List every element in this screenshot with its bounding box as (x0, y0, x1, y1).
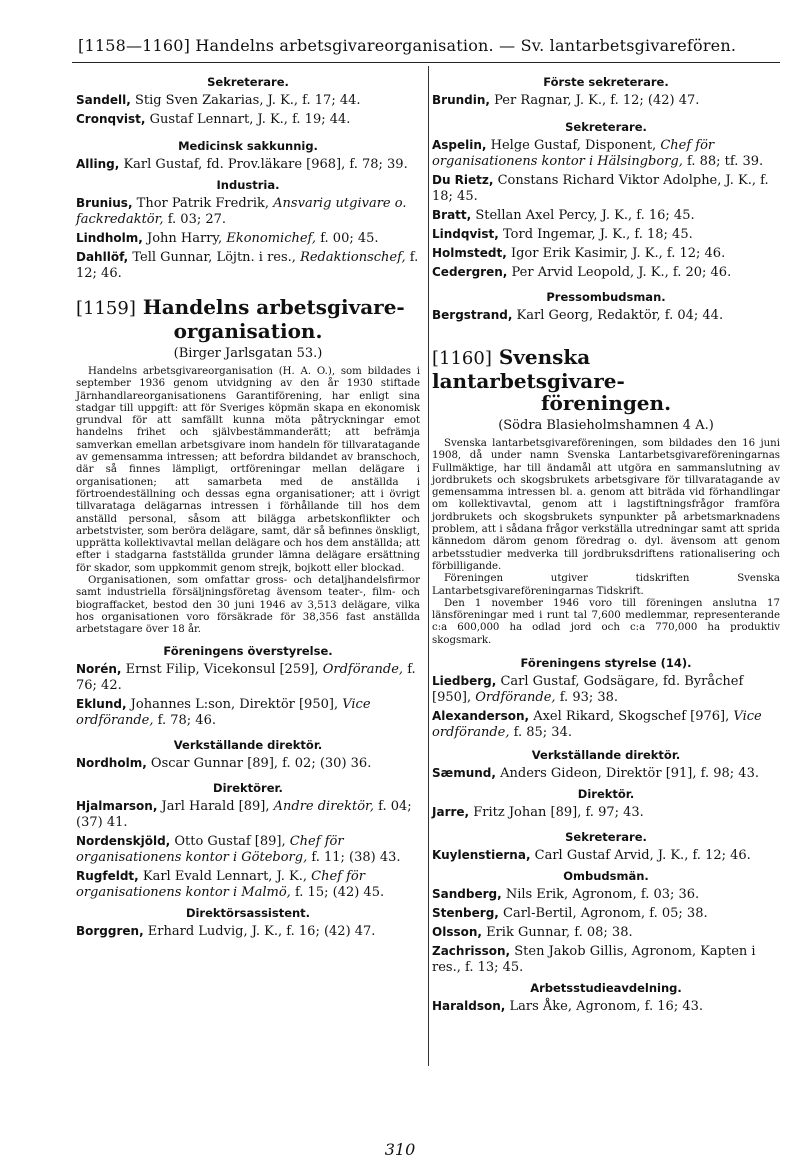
person-name: Eklund, (76, 696, 127, 711)
person-details: Sten Jakob Gillis, Agronom, Kapten i res., f. 13; 45. (432, 944, 756, 976)
person-details: Fritz Johan [89], f. 97; 43. (473, 805, 644, 821)
person-details: Per Arvid Leopold, J. K., f. 20; 46. (511, 265, 732, 280)
person-dates: f. 00; 45. (320, 231, 379, 246)
section-heading: Sekreterare. (565, 120, 647, 134)
person-name: Sæmund, (432, 766, 496, 781)
person-dates: f. 88; tf. 39. (687, 154, 764, 169)
person-details: Karl Evald Lennart, J. K., (142, 868, 308, 884)
organisation-title (432, 346, 780, 392)
person-entry (432, 92, 780, 109)
person-role: Ekonomichef, (226, 231, 317, 246)
person-dates: f. 11; (38) 43. (311, 849, 401, 865)
column-divider (428, 66, 429, 1066)
person-name: Zachrisson, (432, 944, 511, 959)
section-heading: Föreningens överstyrelse. (163, 643, 333, 658)
person-entry (432, 847, 780, 864)
person-name: Bergstrand, (432, 308, 513, 322)
person-name: Olsson, (432, 925, 482, 940)
person-role: Andre direktör, (273, 798, 374, 814)
person-name: Brundin, (432, 93, 490, 107)
person-name: Kuylenstierna, (432, 848, 531, 863)
organisation-description: Handelns arbetsgivareorganisation (H. A. O.), som bildades i september 1936 genom utvidgning av den år 1930 stiftade Järnhandlareorganisationens Garantiförening, har enligt sina stadgar till uppgift: att för Sveriges köpmän skapa en ekonomisk grundval för att samfällt kunna möta påtryckningar emot handelns frihet och självbestämmanderätt; att befrämja samverkan emellan arbetsgivare inom handeln för tillvaratagande av gemensamma intressen; att befordra bildandet av branschoch, där så finnes lämpligt, ortföreningar mellan delägare i organisationen; att samarbeta med de anställda i förtroendeställning och dessas egna organisationer; att i övrigt tillvarataga delägarnas intressen i förhållande till hos dem anställd personal, såsom att biläggа arbetskonflikter och arbetstvister, som beröra delägare, samt, där så befinnes önskligt, upprätta kollektivavtal mellan delägare och hos dem anställda; att efter i stadgarna fastställda grunder lämna delägare ersättning för skador, som uppkommit genom strejk, bojkott eller blockad. (76, 366, 420, 574)
section-heading: Direktörsassistent. (185, 905, 311, 920)
person-dates: f. 12; 46. (76, 250, 419, 281)
person-details: Jarl Harald [89], (161, 798, 270, 814)
section-heading: Förste sekreterare. (543, 75, 669, 89)
person-entry (76, 111, 420, 128)
person-details: Lars Åke, Agronom, f. 16; 43. (509, 999, 704, 1015)
section-heading: Verkställande direktör. (531, 748, 681, 763)
person-details: Johannes L:son, Direktör [950], (130, 696, 339, 712)
organisation-address: (Birger Jarlsgatan 53.) (173, 346, 323, 361)
person-role: Ordförande, (322, 661, 404, 677)
person-details: John Harry, (147, 231, 223, 246)
person-details: Axel Rikard, Skogschef [976], (533, 709, 730, 725)
person-name: Haraldson, (432, 999, 506, 1014)
person-name: Norén, (76, 661, 122, 676)
person-details: Thor Patrik Fredrik, (136, 196, 270, 211)
person-dates: f. 76; 42. (76, 661, 416, 693)
section-heading: Direktörer. (213, 780, 283, 795)
person-dates: f. 93; 38. (559, 690, 619, 706)
person-role: Chef för organisationens kontor i Göteborg, (76, 833, 344, 865)
person-details: Oscar Gunnar [89], f. 02; (30) 36. (150, 755, 372, 771)
page-number: 310 (384, 1140, 416, 1159)
section-heading: Medicinsk sakkunnig. (178, 139, 318, 153)
person-entry (432, 708, 780, 741)
section-heading: Arbetsstudieavdelning. (530, 981, 682, 996)
person-name: Cronqvist, (76, 112, 146, 126)
section-heading: Pressombudsman. (546, 290, 666, 304)
section-heading: Verkställande direktör. (173, 737, 323, 752)
organisation-title (76, 296, 420, 320)
person-entry (432, 804, 780, 821)
person-entry (432, 264, 780, 281)
person-entry (76, 755, 420, 772)
person-details: Helge Gustaf, Disponent, (490, 138, 657, 153)
person-details: Carl-Bertil, Agronom, f. 05; 38. (503, 906, 708, 922)
person-entry (76, 195, 420, 228)
person-details: Tord Ingemar, J. K., f. 18; 45. (503, 227, 693, 242)
person-entry (432, 137, 780, 170)
entry-number: [1159] (76, 298, 136, 319)
person-name: Liedberg, (432, 674, 497, 689)
person-role: Ansvarig utgivare o. fackredaktör, (76, 196, 407, 227)
person-entry (76, 923, 420, 940)
section-heading: Direktör. (577, 787, 635, 802)
person-role: Chef för organisationens kontor i Malmö, (76, 868, 365, 900)
person-details: Stellan Axel Percy, J. K., f. 16; 45. (475, 208, 695, 223)
organisation-name-line2: organisation. (173, 319, 323, 343)
section-heading: Ombudsmän. (563, 869, 649, 884)
person-role: Redaktionschef, (300, 250, 406, 265)
running-header: [1158—1160] Handelns arbetsgivareorganisation. — Sv. lantarbetsgivarefören. (78, 36, 737, 55)
person-details: Erhard Ludvig, J. K., f. 16; (42) 47. (147, 923, 376, 939)
person-name: Alling, (76, 157, 120, 171)
person-details: Stig Sven Zakarias, J. K., f. 17; 44. (134, 93, 361, 108)
person-entry (432, 226, 780, 243)
person-entry (432, 172, 780, 205)
person-details: Constans Richard Viktor Adolphe, J. K., f. 18; 45. (432, 173, 769, 204)
person-name: Hjalmarson, (76, 798, 158, 813)
person-details: Nils Erik, Agronom, f. 03; 36. (505, 887, 700, 903)
person-name: Sandell, (76, 93, 131, 107)
person-details: Carl Gustaf Arvid, J. K., f. 12; 46. (534, 848, 751, 864)
person-name: Brunius, (76, 196, 133, 210)
person-dates: f. 15; (42) 45. (294, 884, 385, 900)
person-dates: f. 85; 34. (513, 725, 572, 741)
person-entry (432, 245, 780, 262)
person-entry (76, 230, 420, 247)
organisation-name-line1: Handelns arbetsgivare- (142, 295, 405, 319)
person-details: Karl Gustaf, fd. Prov.läkare [968], f. 78; 39. (123, 157, 408, 172)
organisation-name-line1: Svenska lantarbetsgivare- (432, 345, 625, 393)
person-details: Ernst Filip, Vicekonsul [259], (125, 661, 319, 677)
person-entry (76, 868, 420, 901)
person-role: Vice ordförande, (432, 709, 762, 741)
person-details: Anders Gideon, Direktör [91], f. 98; 43. (500, 766, 759, 782)
organisation-description: Svenska lantarbetsgivareföreningen, som bildades den 16 juni 1908, då under namn Svenska Lantarbetsgivareföreningarnas Fullmäktige, har till ändamål att utgöra en sammanslutning av jordbrukets och skogsbrukets arbetsgivare för tillvaratagande av gemensamma intressen bl. a. genom att biträda vid förhandlingar om kollektivavtal, genom att i lagstiftningsfrågor framföra jordbrukets och skogsbrukets synpunkter på arbetsmarknadens problem, att i sådana frågor verkställa utredningar samt att sprida kännedom därom genom föredrag o. dyl. ävensom att genom arbetsstudier medverka till jordbruksdriftens rationalisering och förbilligande. (432, 438, 780, 572)
person-name: Lindqvist, (432, 227, 499, 241)
person-name: Alexanderson, (432, 709, 530, 724)
organisation-description: Organisationen, som omfattar gross- och detaljhandelsfirmor samt industriella försäljningsföretag ävensom teater-, film- och biograffacket, bestod den 30 juni 1946 av 3,513 delägare, vilka hos organisationen voro försäkrade för 38,356 fast anställda arbetstagare över 18 år. (76, 575, 420, 636)
organisation-name-line2: föreningen. (540, 391, 672, 415)
person-name: Lindholm, (76, 231, 143, 245)
person-entry (76, 798, 420, 831)
person-name: Rugfeldt, (76, 868, 139, 883)
person-entry (432, 886, 780, 903)
person-role: Chef för organisationens kontor i Hälsingborg, (432, 138, 715, 169)
person-name: Aspelin, (432, 138, 487, 152)
person-entry (76, 92, 420, 109)
person-dates: f. 04; (37) 41. (76, 798, 412, 830)
section-heading: Sekreterare. (207, 75, 289, 89)
section-heading: Föreningens styrelse (14). (520, 656, 692, 671)
person-entry (76, 696, 420, 729)
person-name: Cedergren, (432, 265, 508, 279)
person-name: Jarre, (432, 805, 470, 820)
left-column (76, 70, 420, 942)
person-details: Tell Gunnar, Löjtn. i res., (132, 250, 296, 265)
person-name: Holmstedt, (432, 246, 507, 260)
person-name: Du Rietz, (432, 173, 494, 187)
person-name: Sandberg, (432, 887, 502, 902)
person-details: Erik Gunnar, f. 08; 38. (486, 925, 633, 941)
person-role: Vice ordförande, (76, 696, 371, 728)
person-entry (76, 661, 420, 694)
section-heading: Industria. (216, 178, 280, 192)
person-entry (76, 833, 420, 866)
entry-number: [1160] (432, 348, 492, 369)
person-entry (76, 156, 420, 173)
person-entry (432, 943, 780, 976)
person-name: Bratt, (432, 208, 472, 222)
person-role: Ordförande, (475, 690, 556, 706)
person-details: Gustaf Lennart, J. K., f. 19; 44. (149, 112, 351, 127)
organisation-description: Den 1 november 1946 voro till föreningen anslutna 17 länsföreningar med i runt tal 7,600 medlemmar, representerande c:a 600,000 ha odlad jord och c:a 770,000 ha produktiv skogsmark. (432, 597, 780, 646)
person-entry (76, 249, 420, 282)
person-name: Nordholm, (76, 755, 147, 770)
person-entry (432, 998, 780, 1015)
organisation-description: Föreningen utgiver tidskriften Svenska Lantarbetsgivareföreningarnas Tidskrift. (432, 573, 780, 597)
person-entry (432, 905, 780, 922)
person-entry (432, 673, 780, 706)
organisation-address: (Södra Blasieholmshamnen 4 A.) (498, 418, 714, 433)
section-heading: Sekreterare. (565, 830, 647, 845)
person-dates: f. 03; 27. (167, 212, 227, 227)
right-column (432, 70, 780, 1017)
person-name: Dahllöf, (76, 250, 129, 264)
person-details: Carl Gustaf, Godsägare, fd. Byråchef [950], (432, 674, 744, 706)
person-name: Stenberg, (432, 906, 499, 921)
person-entry (432, 924, 780, 941)
person-details: Igor Erik Kasimir, J. K., f. 12; 46. (510, 246, 726, 261)
person-entry (432, 307, 780, 324)
person-details: Otto Gustaf [89], (174, 833, 286, 849)
person-dates: f. 78; 46. (157, 712, 216, 728)
person-entry (432, 207, 780, 224)
person-name: Nordenskjöld, (76, 833, 171, 848)
person-details: Karl Georg, Redaktör, f. 04; 44. (516, 308, 724, 323)
person-name: Borggren, (76, 923, 144, 938)
person-entry (432, 765, 780, 782)
header-rule (72, 62, 780, 63)
person-details: Per Ragnar, J. K., f. 12; (42) 47. (494, 93, 700, 108)
